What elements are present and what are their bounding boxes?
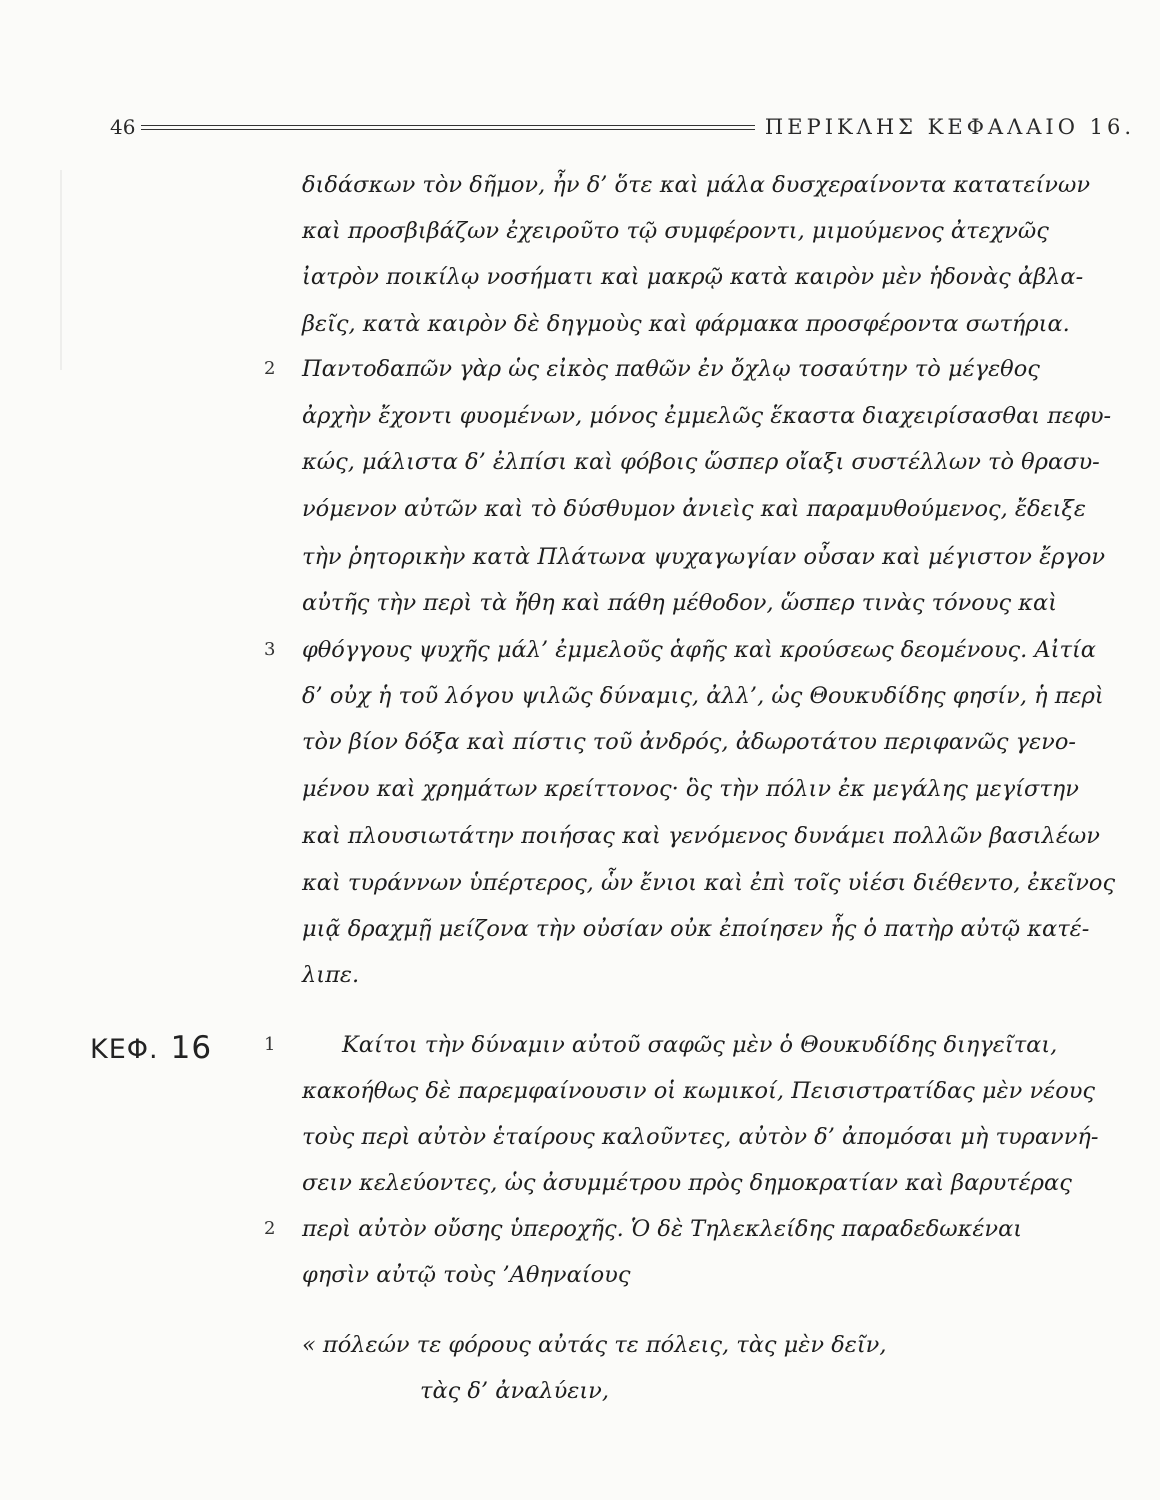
text-line: ἰατρὸν ποικίλῳ νοσήματι καὶ μακρῷ κατὰ καιρὸν μὲν ἡδονὰς ἀβλα- [302,264,1084,290]
chapter-label: ΚΕΦ. [90,1034,159,1065]
header-rule [141,125,754,130]
page-number: 46 [110,115,136,139]
text-line: νόμενον αὐτῶν καὶ τὸ δύσθυμον ἀνιεὶς καὶ παραμυθούμενος, ἔδειξε [302,496,1086,522]
text-line: μιᾷ δραχμῇ μείζονα τὴν οὐσίαν οὐκ ἐποίησεν ἧς ὁ πατὴρ αὐτῷ κατέ- [302,916,1090,942]
chapter-number: 16 [170,1030,213,1066]
running-header [110,112,1135,142]
running-title: ΠΕΡΙΚΛΗΣ ΚΕΦΑΛΑΙΟ 16. [764,115,1135,139]
bleed-through-shadow [60,170,212,370]
text-line: κώς, μάλιστα δ’ ἐλπίσι καὶ φόβοις ὥσπερ οἴαξι συστέλλων τὸ θρασυ- [302,449,1100,475]
text-line: μένου καὶ χρημάτων κρείττονος· ὃς τὴν πόλιν ἐκ μεγάλης μεγίστην [302,776,1079,802]
section-number: 3 [264,639,276,660]
text-line: λιπε. [302,962,360,988]
text-line: Καίτοι τὴν δύναμιν αὐτοῦ σαφῶς μὲν ὁ Θουκυδίδης διηγεῖται, [342,1032,1058,1058]
verse-line: « πόλεών τε φόρους αὐτάς τε πόλεις, τὰς μὲν δεῖν, [302,1332,887,1358]
text-line: ἀρχὴν ἔχοντι φυομένων, μόνος ἐμμελῶς ἕκαστα διαχειρίσασθαι πεφυ- [302,403,1112,429]
section-number: 2 [264,1218,276,1239]
text-line: διδάσκων τὸν δῆμον, ἦν δ’ ὅτε καὶ μάλα δυσχεραίνοντα κατατείνων [302,172,1090,198]
text-line: Παντοδαπῶν γὰρ ὡς εἰκὸς παθῶν ἐν ὄχλῳ τοσαύτην τὸ μέγεθος [302,356,1040,382]
text-line: καὶ πλουσιωτάτην ποιήσας καὶ γενόμενος δυνάμει πολλῶν βασιλέων [302,823,1100,849]
text-line: καὶ τυράννων ὑπέρτερος, ὧν ἔνιοι καὶ ἐπὶ τοῖς υἱέσι διέθεντο, ἐκεῖνος [302,870,1116,896]
text-line: κακοήθως δὲ παρεμφαίνουσιν οἱ κωμικοί, Πεισιστρατίδας μὲν νέους [302,1078,1096,1104]
text-line: σειν κελεύοντες, ὡς ἀσυμμέτρου πρὸς δημοκρατίαν καὶ βαρυτέρας [302,1170,1072,1196]
section-number: 2 [264,358,276,379]
text-line: βεῖς, κατὰ καιρὸν δὲ δηγμοὺς καὶ φάρμακα προσφέροντα σωτήρια. [302,311,1070,337]
text-line: καὶ προσβιβάζων ἐχειροῦτο τῷ συμφέροντι, μιμούμενος ἀτεχνῶς [302,218,1049,244]
verse-line: τὰς δ’ ἀναλύειν, [420,1378,609,1404]
text-line: δ’ οὐχ ἡ τοῦ λόγου ψιλῶς δύναμις, ἀλλ’, ὡς Θουκυδίδης φησίν, ἡ περὶ [302,683,1104,709]
text-line: τὸν βίον δόξα καὶ πίστις τοῦ ἀνδρός, ἀδωροτάτου περιφανῶς γενο- [302,729,1077,755]
text-line: φθόγγους ψυχῆς μάλ’ ἐμμελοῦς ἁφῆς καὶ κρούσεως δεομένους. Αἰτία [302,637,1096,663]
text-line: φησὶν αὐτῷ τοὺς ’Αθηναίους [302,1262,631,1288]
section-number: 1 [264,1034,276,1055]
text-line: τὴν ῥητορικὴν κατὰ Πλάτωνα ψυχαγωγίαν οὖσαν καὶ μέγιστον ἔργον [302,544,1106,570]
chapter-heading [90,1030,212,1066]
text-line: αὐτῆς τὴν περὶ τὰ ἤθη καὶ πάθη μέθοδον, ὥσπερ τινὰς τόνους καὶ [302,590,1058,616]
text-line: περὶ αὐτὸν οὔσης ὑπεροχῆς. Ὁ δὲ Τηλεκλείδης παραδεδωκέναι [302,1216,1023,1242]
text-line: τοὺς περὶ αὐτὸν ἑταίρους καλοῦντες, αὐτὸν δ’ ἀπομόσαι μὴ τυραννή- [302,1124,1099,1150]
